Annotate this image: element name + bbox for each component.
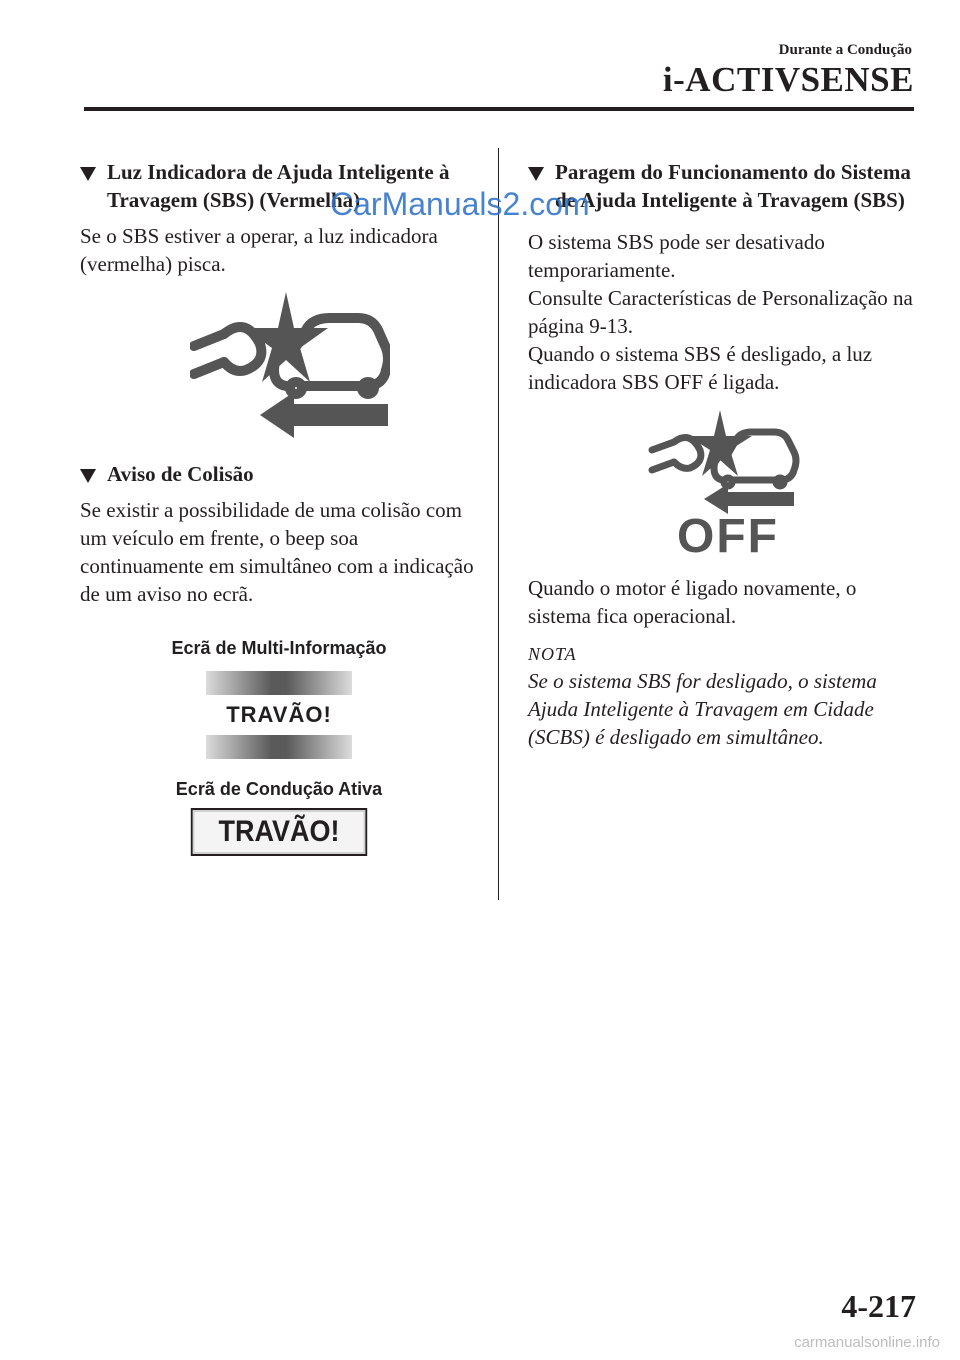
sbs-off-indicator-icon xyxy=(648,408,808,558)
triangle-bullet-icon xyxy=(80,469,96,483)
header-title: i-ACTIVSENSE xyxy=(662,60,914,99)
paragraph: Consulte Características de Personalização na página 9-13. xyxy=(528,286,913,338)
right-column xyxy=(528,158,920,751)
watermark: CarManuals2.com xyxy=(330,186,590,222)
note-text: Se o sistema SBS for desligado, o sistema Ajuda Inteligente à Travagem em Cidade (SCBS) é desligado em simultâneo. xyxy=(528,669,877,749)
paragraph: Se o SBS estiver a operar, a luz indicadora (vermelha) pisca. xyxy=(80,224,438,276)
triangle-bullet-icon xyxy=(528,167,544,181)
active-driving-display-label: Ecrã de Condução Ativa xyxy=(175,779,383,799)
off-icon-text: OFF xyxy=(677,510,779,558)
heading-text: Paragem do Funcionamento do Sistema de Ajuda Inteligente à Travagem (SBS) xyxy=(555,160,911,212)
section-heading-collision-warning xyxy=(80,460,478,488)
left-column xyxy=(80,158,478,856)
paragraph: O sistema SBS pode ser desativado temporariamente. xyxy=(528,230,825,282)
sbs-indicator-icon xyxy=(190,290,390,440)
footer-watermark: carmanualsonline.info xyxy=(794,1334,940,1351)
paragraph: Se existir a possibilidade de uma colisão com um veículo em frente, o beep soa continuamente em simultâneo com a indicação de um aviso no ecrã. xyxy=(80,498,474,606)
sbs-off-indicator-figure xyxy=(528,396,920,566)
header-rule xyxy=(84,107,914,111)
paragraph: Quando o motor é ligado novamente, o sistema fica operacional. xyxy=(528,576,857,628)
paragraph: Quando o sistema SBS é desligado, a luz indicadora SBS OFF é ligada. xyxy=(528,342,873,394)
column-divider xyxy=(498,148,499,900)
triangle-bullet-icon xyxy=(80,167,96,181)
active-driving-brake-warning: TRAVÃO! xyxy=(191,808,367,856)
heading-text: Aviso de Colisão xyxy=(107,462,254,486)
gradient-bar-top xyxy=(206,671,352,695)
heading-text: Luz Indicadora de Ajuda Inteligente à Travagem (SBS) (Vermelha) xyxy=(107,160,450,212)
header-section: Durante a Condução xyxy=(778,42,912,58)
multi-info-display-label: Ecrã de Multi-Informação xyxy=(171,638,387,658)
sbs-indicator-figure xyxy=(80,278,478,438)
note-title: NOTA xyxy=(528,644,577,664)
gradient-bar-bottom xyxy=(206,735,352,759)
multi-info-brake-warning: TRAVÃO! xyxy=(226,702,332,727)
page-number: 4-217 xyxy=(841,1288,916,1324)
